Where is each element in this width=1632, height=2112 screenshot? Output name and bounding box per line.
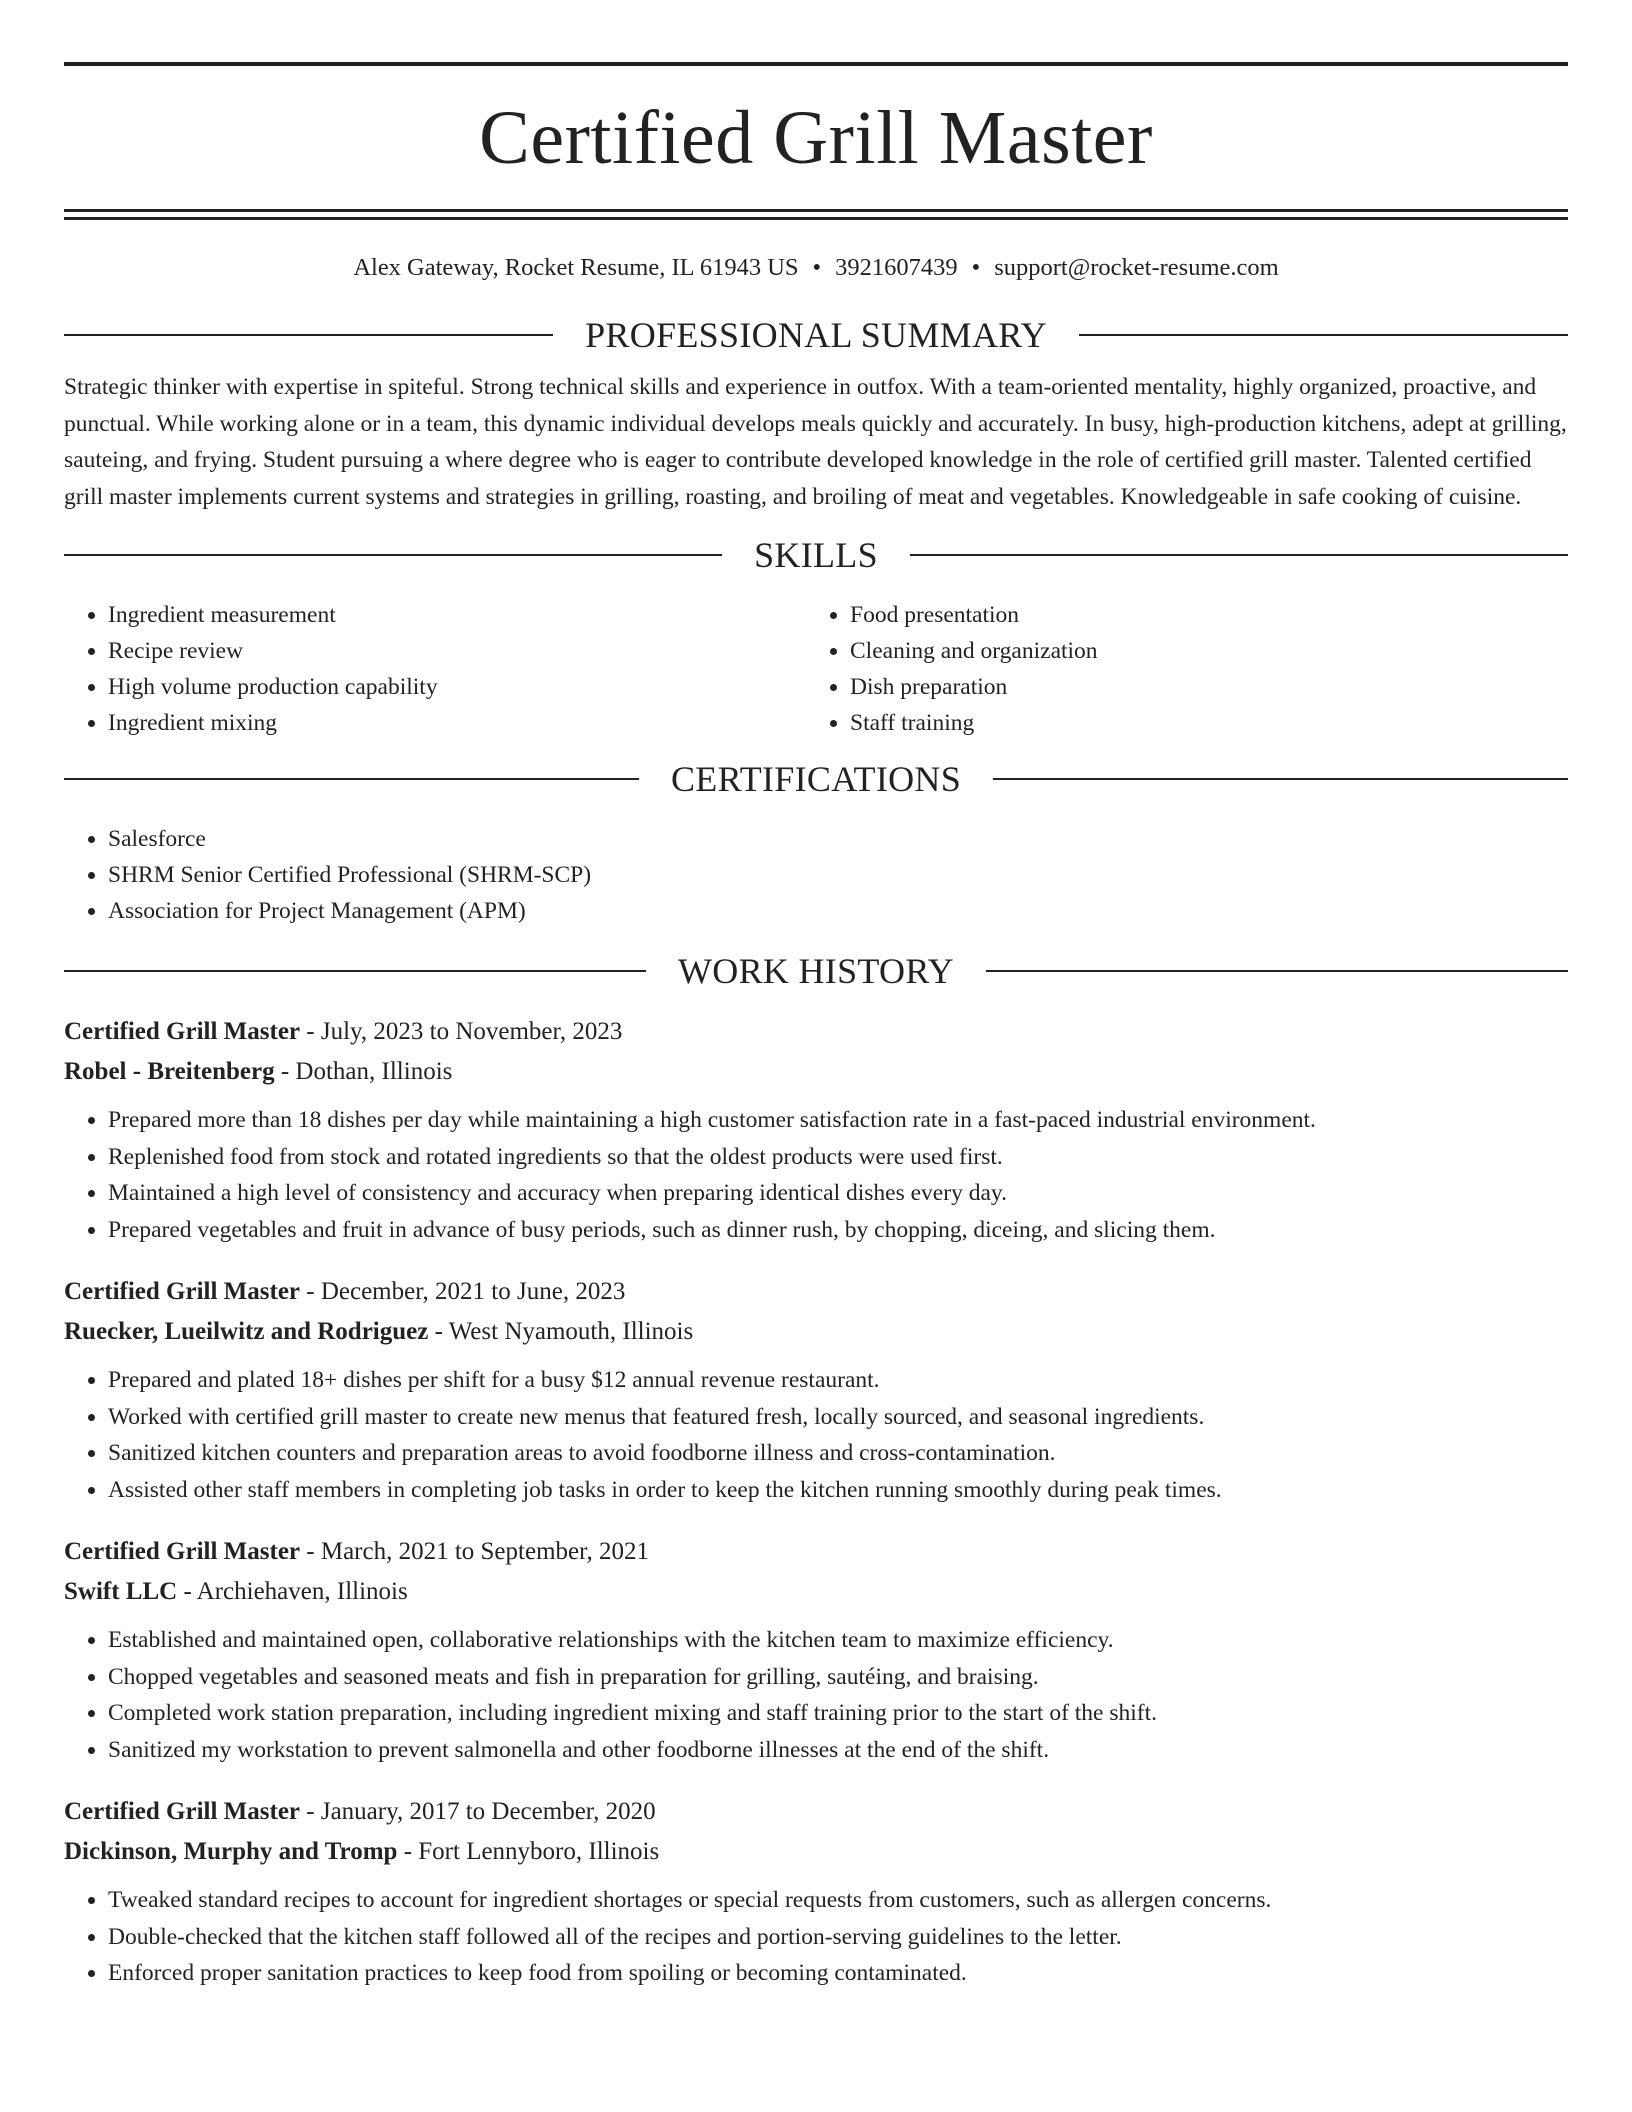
- certifications-heading: CERTIFICATIONS: [670, 759, 962, 799]
- job-bullet: • Completed work station preparation, including ingredient mixing and staff training prior to the start of the shift.: [108, 1695, 1568, 1732]
- contact-line: [64, 253, 1568, 283]
- job-dates: - July, 2023 to November, 2023: [300, 1018, 623, 1045]
- job-entry: [64, 1012, 1568, 1248]
- contact-separator: •: [812, 254, 822, 281]
- skills-column-left: [64, 597, 806, 741]
- job-bullet: • Assisted other staff members in completing job tasks in order to keep the kitchen running smoothly during peak times.: [108, 1472, 1568, 1509]
- job-company-line: [64, 1572, 1568, 1612]
- contact-address: Alex Gateway, Rocket Resume, IL 61943 US: [353, 254, 799, 281]
- job-location: - Dothan, Illinois: [274, 1058, 453, 1085]
- job-bullets: [64, 1362, 1568, 1508]
- certifications-list: [64, 821, 1568, 929]
- job-bullet: • Replenished food from stock and rotated ingredients so that the oldest products were used first.: [108, 1139, 1568, 1176]
- job-title-line: [64, 1532, 1568, 1572]
- job-entry: [64, 1532, 1568, 1768]
- job-company: Dickinson, Murphy and Tromp: [64, 1838, 398, 1865]
- job-location: - Archiehaven, Illinois: [177, 1578, 408, 1605]
- heading-rule-left: [64, 778, 639, 780]
- job-company: Robel - Breitenberg: [64, 1058, 275, 1085]
- certification-item: • Association for Project Management (APM): [108, 893, 1568, 929]
- job-location: - West Nyamouth, Illinois: [428, 1318, 694, 1345]
- job-entry: [64, 1792, 1568, 1992]
- skill-item: • Staff training: [850, 705, 1548, 741]
- skill-item: • Ingredient measurement: [108, 597, 806, 633]
- job-dates: - March, 2021 to September, 2021: [300, 1538, 649, 1565]
- job-dates: - December, 2021 to June, 2023: [300, 1278, 626, 1305]
- job-bullet: • Prepared more than 18 dishes per day while maintaining a high customer satisfaction rate in a fast-paced industrial environment.: [108, 1102, 1568, 1139]
- summary-text: Strategic thinker with expertise in spiteful. Strong technical skills and experience in outfox. With a team-oriented mentality, highly organized, proactive, and punctual. While working alone or in a team, this dynamic individual develops meals quickly and accurately. In busy, high-production kitchens, adept at grilling, sauteing, and frying. Student pursuing a where degree who is eager to contribute developed knowledge in the role of certified grill master. Talented certified grill master implements current systems and strategies in grilling, roasting, and broiling of meat and vegetables. Knowledgeable in safe cooking of cuisine.: [64, 374, 1567, 510]
- resume-title: Certified Grill Master: [479, 96, 1153, 180]
- job-bullet: • Chopped vegetables and seasoned meats and fish in preparation for grilling, sautéing, and braising.: [108, 1659, 1568, 1696]
- job-bullet: • Sanitized my workstation to prevent salmonella and other foodborne illnesses at the end of the shift.: [108, 1732, 1568, 1769]
- job-title: Certified Grill Master: [64, 1538, 301, 1565]
- skill-item: • Food presentation: [850, 597, 1548, 633]
- certification-item: • Salesforce: [108, 821, 1568, 857]
- job-bullets: [64, 1102, 1568, 1248]
- job-location: - Fort Lennyboro, Illinois: [397, 1838, 660, 1865]
- heading-rule-left: [64, 554, 722, 556]
- heading-rule-left: [64, 970, 646, 972]
- job-company-line: [64, 1312, 1568, 1352]
- job-bullet: • Prepared vegetables and fruit in advance of busy periods, such as dinner rush, by chopping, diceing, and slicing them.: [108, 1212, 1568, 1249]
- heading-rule-right: [1079, 334, 1568, 336]
- job-bullet: • Maintained a high level of consistency and accuracy when preparing identical dishes every day.: [108, 1175, 1568, 1212]
- contact-email[interactable]: support@rocket-resume.com: [994, 254, 1279, 281]
- job-bullet: • Prepared and plated 18+ dishes per shift for a busy $12 annual revenue restaurant.: [108, 1362, 1568, 1399]
- job-title-line: [64, 1792, 1568, 1832]
- resume-page: [64, 62, 1568, 1992]
- job-company-line: [64, 1052, 1568, 1092]
- certification-item: • SHRM Senior Certified Professional (SHRM-SCP): [108, 857, 1568, 893]
- job-bullet: • Tweaked standard recipes to account for ingredient shortages or special requests from customers, such as allergen concerns.: [108, 1882, 1568, 1919]
- skill-item: • Ingredient mixing: [108, 705, 806, 741]
- job-entry: [64, 1272, 1568, 1508]
- skills-heading: SKILLS: [754, 535, 878, 575]
- skills-list: [64, 597, 1568, 741]
- work-section-heading: [64, 951, 1568, 991]
- heading-rule-right: [910, 554, 1568, 556]
- job-company: Swift LLC: [64, 1578, 178, 1605]
- job-title: Certified Grill Master: [64, 1278, 301, 1305]
- summary-heading: PROFESSIONAL SUMMARY: [585, 315, 1047, 355]
- work-heading: WORK HISTORY: [678, 951, 954, 991]
- job-title-line: [64, 1012, 1568, 1052]
- skill-item: • Cleaning and organization: [850, 633, 1548, 669]
- skill-item: • Recipe review: [108, 633, 806, 669]
- job-bullet: • Sanitized kitchen counters and preparation areas to avoid foodborne illness and cross-contamination.: [108, 1435, 1568, 1472]
- heading-rule-right: [993, 778, 1568, 780]
- job-title: Certified Grill Master: [64, 1798, 301, 1825]
- job-title-line: [64, 1272, 1568, 1312]
- job-bullet: • Established and maintained open, collaborative relationships with the kitchen team to maximize efficiency.: [108, 1622, 1568, 1659]
- job-company: Ruecker, Lueilwitz and Rodriguez: [64, 1318, 429, 1345]
- job-title: Certified Grill Master: [64, 1018, 301, 1045]
- top-rule: [64, 62, 1568, 66]
- job-dates: - January, 2017 to December, 2020: [300, 1798, 656, 1825]
- skill-item: • Dish preparation: [850, 669, 1548, 705]
- contact-phone: 3921607439: [835, 254, 958, 281]
- job-bullets: [64, 1882, 1568, 1992]
- heading-rule-left: [64, 334, 553, 336]
- job-bullet: • Enforced proper sanitation practices to keep food from spoiling or becoming contaminated.: [108, 1955, 1568, 1992]
- skills-column-right: [806, 597, 1548, 741]
- summary-section-heading: [64, 315, 1568, 355]
- job-bullet: • Double-checked that the kitchen staff followed all of the recipes and portion-serving guidelines to the letter.: [108, 1919, 1568, 1956]
- job-bullets: [64, 1622, 1568, 1768]
- contact-separator: •: [971, 254, 981, 281]
- double-divider: [64, 209, 1568, 220]
- skill-item: • High volume production capability: [108, 669, 806, 705]
- job-bullet: • Worked with certified grill master to create new menus that featured fresh, locally sourced, and seasonal ingredients.: [108, 1399, 1568, 1436]
- job-company-line: [64, 1832, 1568, 1872]
- heading-rule-right: [986, 970, 1568, 972]
- skills-section-heading: [64, 535, 1568, 575]
- certifications-section-heading: [64, 759, 1568, 799]
